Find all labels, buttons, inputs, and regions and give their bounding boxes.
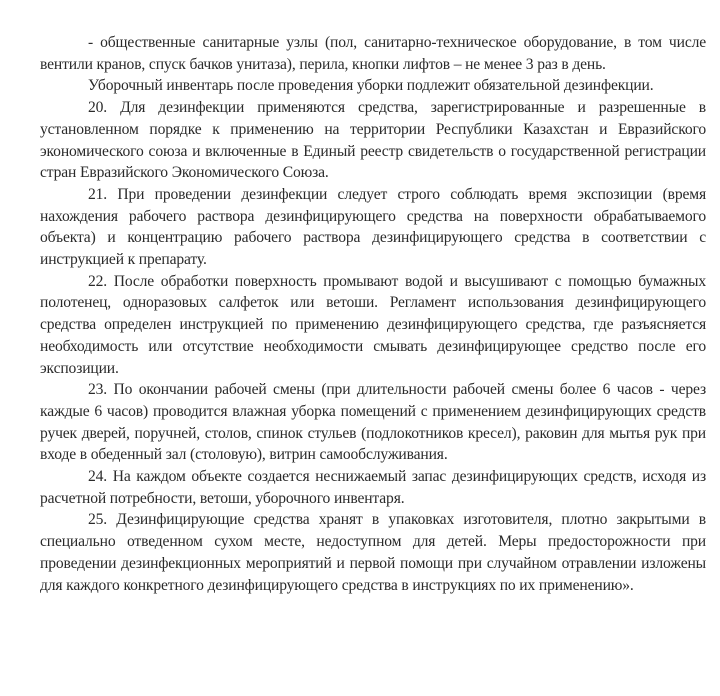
paragraph-clause-24: 24. На каждом объекте создается неснижаемый запас дезинфицирующих средств, исходя из расчетной потребности, ветоши, уборочного инвентаря. — [40, 468, 706, 507]
paragraph-clause-20: 20. Для дезинфекции применяются средства, зарегистрированные и разрешенные в установленном порядке к применению на территории Республики Казахстан и Евразийского экономического союза и включенные в Единый реестр свидетельств о государственной регистрации стран Евразийского Экономического Союза. — [40, 99, 706, 182]
paragraph-cleaning-inventory: Уборочный инвентарь после проведения уборки подлежит обязательной дезинфекции. — [88, 77, 654, 95]
paragraph-clause-23: 23. По окончании рабочей смены (при длительности рабочей смены более 6 часов - через каждые 6 часов) проводится влажная уборка помещений с применением дезинфицирующих средств ручек дверей, поручней, столов, спинок стульев (подлокотников кресел), раковин для мытья рук при входе в обеденный зал (столовую), витрин самообслуживания. — [40, 381, 706, 464]
paragraph-clause-22: 22. После обработки поверхность промывают водой и высушивают с помощью бумажных полотенец, одноразовых салфеток или ветоши. Регламент использования дезинфицирующего средства определен инструкцией по применению дезинфицирующего средства, где разъясняется необходимость или отсутствие необходимости смывать дезинфицирующее средство после его экспозиции. — [40, 272, 706, 377]
document-page — [40, 32, 706, 596]
paragraph-clause-25: 25. Дезинфицирующие средства хранят в упаковках изготовителя, плотно закрытыми в специально отведенном сухом месте, недоступном для детей. Меры предосторожности при проведении дезинфекционных мероприятий и первой помощи при случайном отравлении изложены для каждого конкретного дезинфицирующего средства в инструкциях по их применению». — [40, 511, 706, 594]
paragraph-sanitary-nodes: - общественные санитарные узлы (пол, санитарно-техническое оборудование, в том числе вентили кранов, спуск бачков унитаза), перила, кнопки лифтов – не менее 3 раз в день. — [40, 34, 706, 73]
paragraph-clause-21: 21. При проведении дезинфекции следует строго соблюдать время экспозиции (время нахождения рабочего раствора дезинфицирующего средства на поверхности обрабатываемого объекта) и концентрацию рабочего раствора дезинфицирующего средства в соответствии с инструкцией к препарату. — [40, 185, 706, 269]
